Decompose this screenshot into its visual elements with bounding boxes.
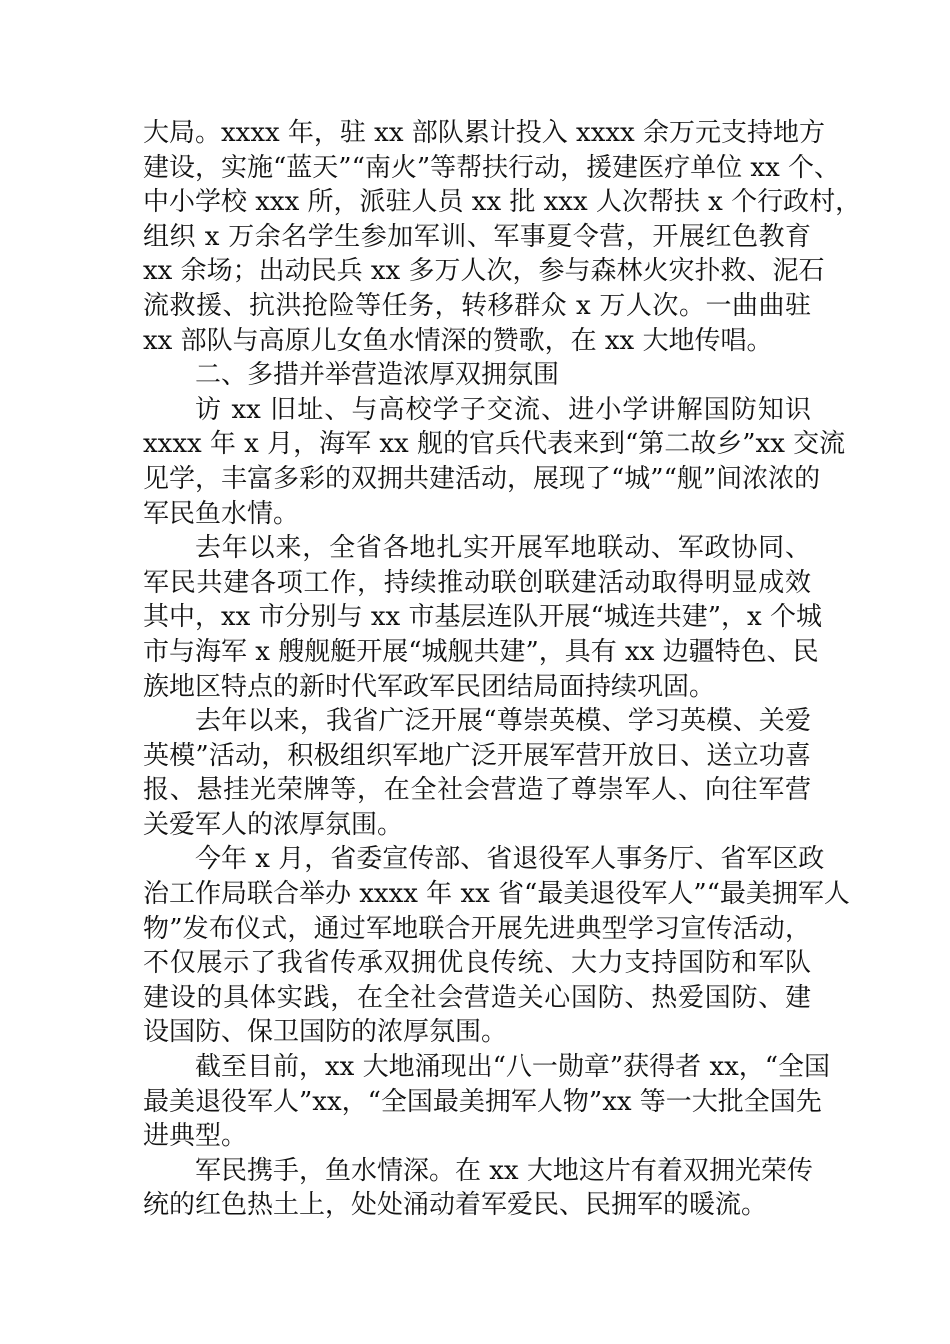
text-line: 访 xx 旧址、与高校学子交流、进小学讲解国防知识 [195, 394, 811, 425]
section-heading [143, 358, 811, 393]
text-line: xxxx 年 x 月，海军 xx 舰的官兵代表来到“第二故乡”xx 交流 [143, 429, 846, 460]
text-line: 报、悬挂光荣牌等，在全社会营造了尊崇军人、向往军营 [143, 775, 811, 806]
text-line: 中小学校 xxx 所，派驻人员 xx 批 xxx 人次帮扶 x 个行政村， [143, 187, 862, 218]
text-line: 市与海军 x 艘舰艇开展“城舰共建”，具有 xx 边疆特色、民 [143, 636, 819, 667]
text-line: 军民共建各项工作，持续推动联创联建活动取得明显成效 [143, 567, 811, 598]
paragraph [143, 116, 862, 358]
text-line: 进典型。 [143, 1121, 248, 1152]
text-line: 建设，实施“蓝天”“南火”等帮扶行动，援建医疗单位 xx 个、 [143, 152, 841, 183]
text-line: 最美退役军人”xx，“全国最美拥军人物”xx 等一大批全国先 [143, 1086, 822, 1117]
paragraph [143, 393, 846, 531]
paragraph [143, 704, 811, 842]
text-line: 军民鱼水情。 [143, 498, 300, 529]
text-line: 军民携手，鱼水情深。在 xx 大地这片有着双拥光荣传 [195, 1155, 813, 1186]
text-line: 流救援、抗洪抢险等任务，转移群众 x 万人次。一曲曲驻 [143, 290, 811, 321]
text-line: 英模”活动，积极组织军地广泛开展军营开放日、送立功喜 [143, 740, 811, 771]
text-line: 见学，丰富多彩的双拥共建活动，展现了“城”“舰”间浓浓的 [143, 463, 821, 494]
text-line: xx 部队与高原儿女鱼水情深的赞歌，在 xx 大地传唱。 [143, 325, 773, 356]
paragraph [143, 1050, 831, 1154]
text-line: 统的红色热土上，处处涌动着军爱民、民拥军的暖流。 [143, 1190, 768, 1221]
text-line: 去年以来，全省各地扎实开展军地联动、军政协同、 [195, 533, 811, 564]
paragraph [143, 531, 822, 704]
text-line: 其中，xx 市分别与 xx 市基层连队开展“城连共建”，x 个城 [143, 602, 822, 633]
text-line: 去年以来，我省广泛开展“尊崇英模、学习英模、关爱 [195, 706, 811, 737]
document-body [143, 116, 862, 1223]
text-line: 组织 x 万余名学生参加军训、军事夏令营，开展红色教育 [143, 221, 811, 252]
heading-text: 二、多措并举营造浓厚双拥氛围 [195, 360, 560, 391]
paragraph [143, 1154, 811, 1223]
text-line: 截至目前，xx 大地涌现出“八一勋章”获得者 xx，“全国 [195, 1052, 831, 1083]
text-line: 治工作局联合举办 xxxx 年 xx 省“最美退役军人”“最美拥军人 [143, 879, 850, 910]
text-line: 建设的具体实践，在全社会营造关心国防、热爱国防、建 [143, 982, 811, 1013]
paragraph [143, 842, 850, 1050]
text-line: 族地区特点的新时代军政军民团结局面持续巩固。 [143, 671, 716, 702]
text-line: 关爱军人的浓厚氛围。 [143, 809, 404, 840]
text-line: xx 余场；出动民兵 xx 多万人次，参与森林火灾扑救、泥石 [143, 256, 825, 287]
text-line: 今年 x 月，省委宣传部、省退役军人事务厅、省军区政 [195, 844, 825, 875]
text-line: 不仅展示了我省传承双拥优良传统、大力支持国防和军队 [143, 948, 811, 979]
text-line: 设国防、保卫国防的浓厚氛围。 [143, 1017, 508, 1048]
text-line: 物”发布仪式，通过军地联合开展先进典型学习宣传活动， [143, 913, 811, 944]
text-line: 大局。xxxx 年，驻 xx 部队累计投入 xxxx 余万元支持地方 [143, 118, 825, 148]
